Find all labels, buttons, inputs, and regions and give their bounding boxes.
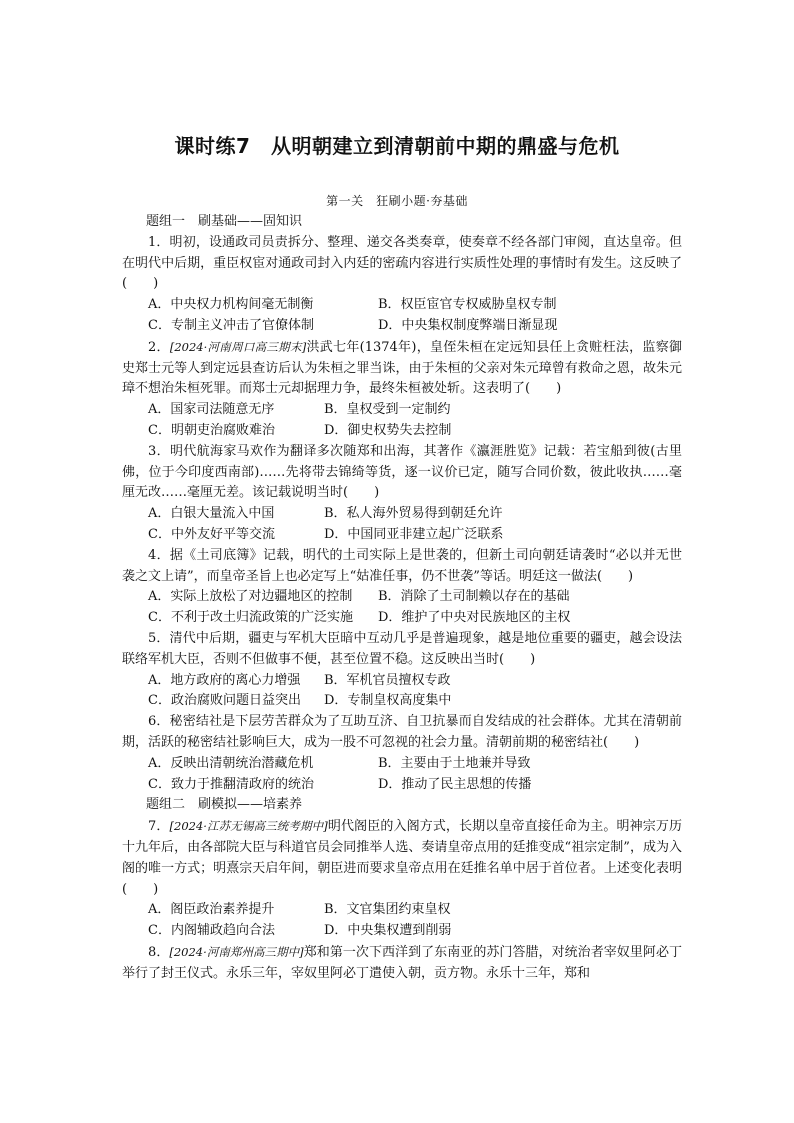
question-number: 8． xyxy=(148,944,170,960)
option-a: A．阁臣政治素养提升 xyxy=(148,902,275,918)
options-row xyxy=(148,400,682,421)
option-a: A．国家司法随意无序 xyxy=(148,402,275,418)
option-c: C．专制主义冲击了官僚体制 xyxy=(148,317,314,333)
question-body: 明代阁臣的入阁方式，长期以皇帝直接任命为主。明神宗万历十九年后，由各部院大臣与科道官员会同推举人选、奏请皇帝点用的廷推变成“祖宗定制”，成为入阁的唯一方式；明熹宗天启年间，朝臣进而要求皇帝点用在廷推名单中居于首位者。上述变化表明( ) xyxy=(122,819,682,897)
option-b: B．皇权受到一定制约 xyxy=(324,402,451,418)
options-row xyxy=(148,295,682,316)
question-stem xyxy=(122,337,682,400)
options-row xyxy=(148,754,682,775)
options-row xyxy=(148,608,682,629)
option-c: C．内阁辅政趋向合法 xyxy=(148,923,275,939)
section-heading: 第一关 狂刷小题·夯基础 xyxy=(326,194,468,208)
question-stem: 1．明初，设通政司员责拆分、整理、递交各类奏章，使奏章不经各部门审阅，直达皇帝。但在明代中后期，重臣权宦对通政司封入内廷的密疏内容进行实质性处理的事情时有发生。这反映了( ) xyxy=(122,234,682,292)
option-b: B．主要由于土地兼并导致 xyxy=(378,755,531,771)
option-c: C．不利于改土归流政策的广泛实施 xyxy=(148,610,353,626)
option-d: D．中央集权遭到削弱 xyxy=(324,923,452,939)
option-d: D．维护了中央对民族地区的主权 xyxy=(378,610,571,626)
option-b: B．私人海外贸易得到朝廷允许 xyxy=(324,506,503,522)
question-4 xyxy=(122,546,682,629)
option-b: B．消除了土司制赖以存在的基础 xyxy=(378,589,570,605)
question-list xyxy=(122,212,682,984)
option-a: A．白银大量流入中国 xyxy=(148,506,275,522)
question-7 xyxy=(122,816,682,942)
question-8 xyxy=(122,942,682,985)
question-number: 7． xyxy=(148,819,170,835)
question-source: [2024·江苏无锡高三统考期中] xyxy=(169,819,328,834)
options-row xyxy=(148,421,682,442)
option-b: B．权臣宦官专权威胁皇权专制 xyxy=(378,297,557,313)
options-row xyxy=(148,900,682,921)
options-row xyxy=(148,691,682,712)
question-stem xyxy=(122,816,682,900)
option-c: C．政治腐败问题日益突出 xyxy=(148,693,301,709)
option-b: B．军机官员擅权专政 xyxy=(324,672,451,688)
question-stem xyxy=(122,942,682,985)
question-1 xyxy=(122,233,682,337)
question-stem: 4．据《土司底簿》记载，明代的土司实际上是世袭的，但新土司向朝廷请袭时“必以并无世袭之文上请”，而皇帝圣旨上也必定写上“姑准任事，仍不世袭”等话。明廷这一做法( ) xyxy=(122,547,682,584)
question-number: 2． xyxy=(148,339,170,355)
options-row xyxy=(148,316,682,337)
option-c: C．致力于推翻清政府的统治 xyxy=(148,776,314,792)
question-stem: 5．清代中后期，疆吏与军机大臣暗中互动几乎是普遍现象，越是地位重要的疆吏，越会设法联络军机大臣，否则不但做事不便，甚至位置不稳。这反映出当时( ) xyxy=(122,630,682,667)
option-c: C．明朝吏治腐败难治 xyxy=(148,422,275,438)
question-source: [2024·河南郑州高三期中] xyxy=(169,944,304,959)
option-d: D．中国同亚非建立起广泛联系 xyxy=(324,526,504,542)
options-row xyxy=(148,504,682,525)
question-2 xyxy=(122,337,682,442)
option-b: B．文官集团约束皇权 xyxy=(324,902,451,918)
question-body: 郑和第一次下西洋到了东南亚的苏门答腊，对统治者宰奴里阿必丁举行了封王仪式。永乐三年，宰奴里阿必丁遣使入朝，贡方物。永乐十三年，郑和 xyxy=(122,944,682,981)
options-row xyxy=(148,587,682,608)
question-stem: 6．秘密结社是下层劳苦群众为了互助互济、自卫抗暴而自发结成的社会群体。尤其在清朝前期，活跃的秘密结社影响巨大，成为一股不可忽视的社会力量。清朝前期的秘密结社( ) xyxy=(122,714,682,750)
question-source: [2024·河南周口高三期末] xyxy=(169,339,307,354)
option-a: A．反映出清朝统治潜藏危机 xyxy=(148,755,314,771)
option-d: D．专制皇权高度集中 xyxy=(324,693,452,709)
option-d: D．推动了民主思想的传播 xyxy=(378,776,532,792)
question-body: 洪武七年(1374年)，皇侄朱桓在定远知县任上贪赃枉法，监察御史郑士元等人到定远县查访后认为朱桓之罪当诛，由于朱桓的父亲对朱元璋曾有救命之恩，故朱元璋不想治朱桓死罪。而郑士元却据理力争，最终朱桓被处斩。这表明了( ) xyxy=(122,339,682,397)
question-5 xyxy=(122,629,682,712)
page-title: 课时练7 从明朝建立到清朝前中期的鼎盛与危机 xyxy=(174,134,620,158)
options-row xyxy=(148,775,682,796)
group-heading-simulation: 题组二 刷模拟——培素养 xyxy=(146,797,303,813)
option-a: A．中央权力机构间毫无制衡 xyxy=(148,297,314,313)
option-d: D．御史权势失去控制 xyxy=(324,422,452,438)
question-3 xyxy=(122,442,682,546)
options-row xyxy=(148,671,682,692)
option-c: C．中外友好平等交流 xyxy=(148,526,275,542)
option-d: D．中央集权制度弊端日渐显现 xyxy=(378,317,558,333)
options-row xyxy=(148,525,682,546)
option-a: A．实际上放松了对边疆地区的控制 xyxy=(148,589,353,605)
question-6 xyxy=(122,712,682,795)
group-heading-basic: 题组一 刷基础——固知识 xyxy=(146,214,303,229)
option-a: A．地方政府的离心力增强 xyxy=(148,672,301,688)
question-stem: 3．明代航海家马欢作为翻译多次随郑和出海，其著作《瀛涯胜览》记载：若宝船到彼(古里佛，位于今印度西南部)……先将带去锦绮等货，逐一议价已定，随写合同价数，彼此收执……毫厘无改……毫厘无差。该记载说明当时( ) xyxy=(122,443,682,501)
options-row xyxy=(148,921,682,942)
